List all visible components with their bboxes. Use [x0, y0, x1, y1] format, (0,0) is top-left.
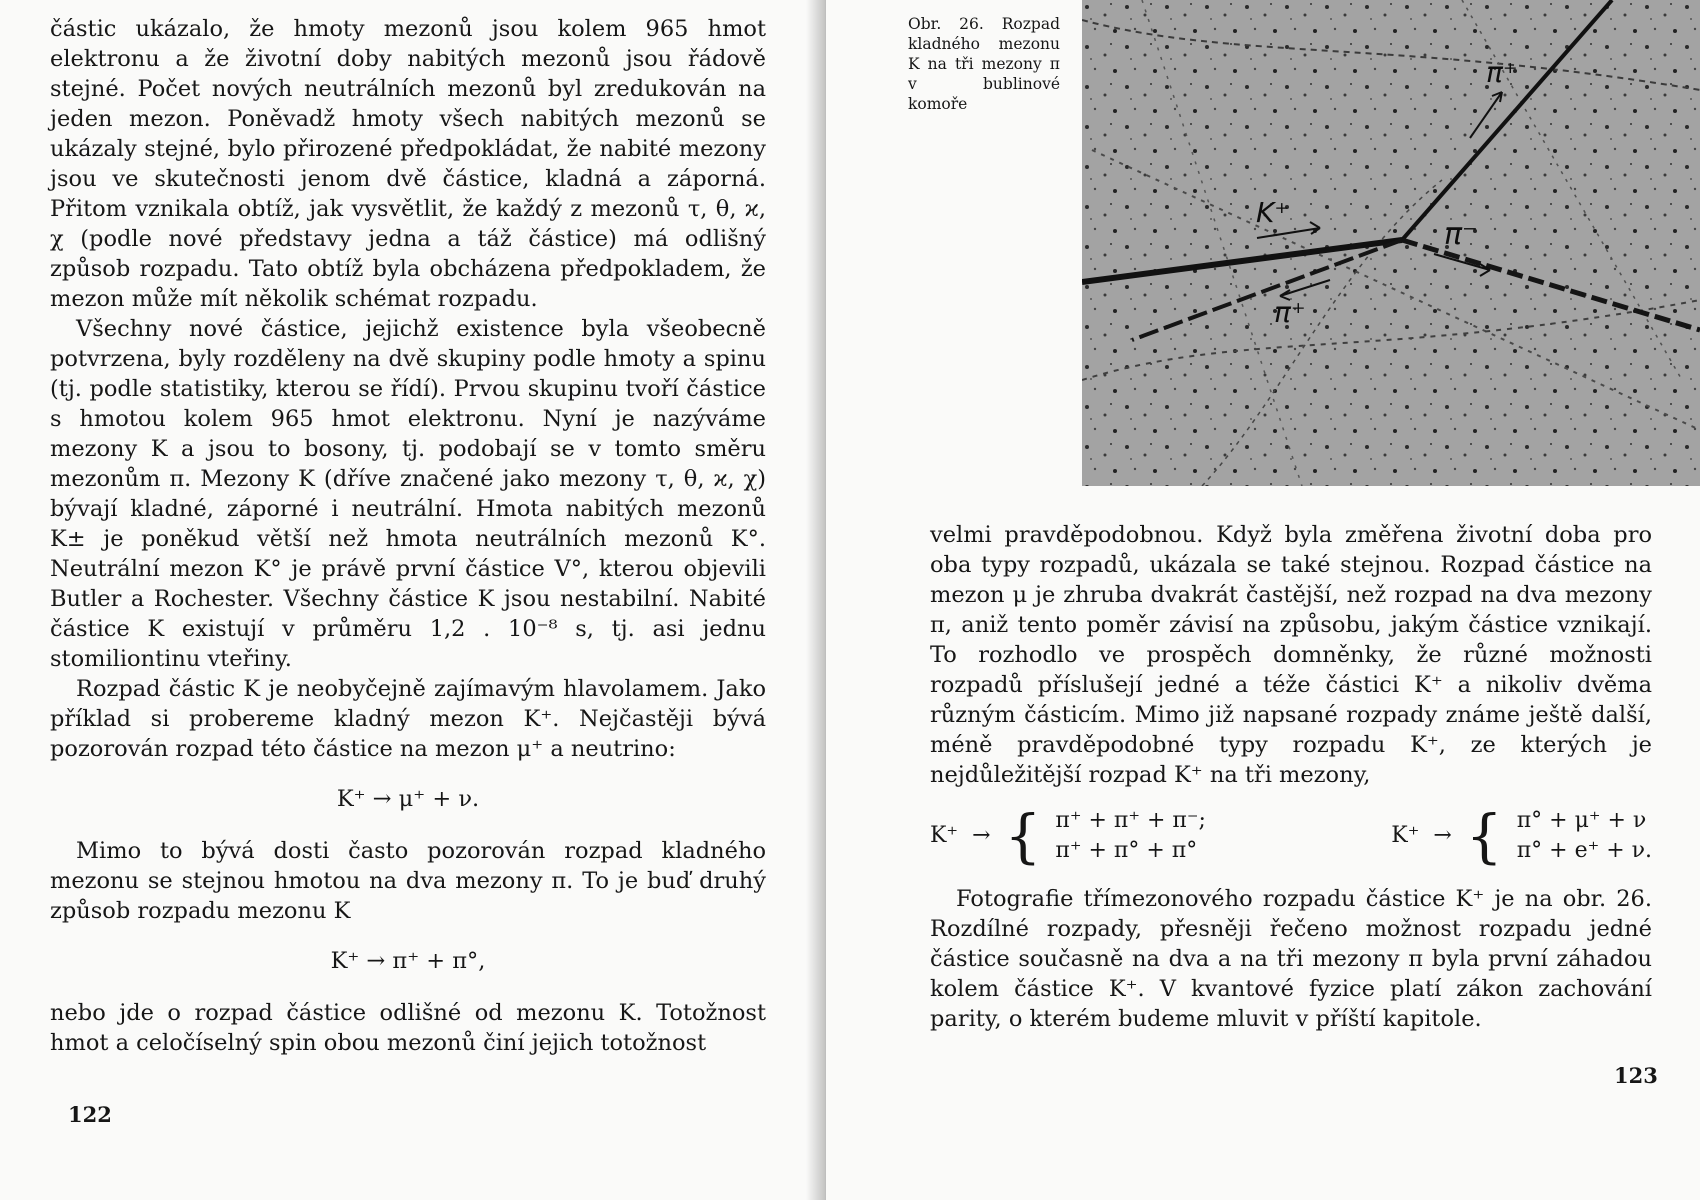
right-text-block	[930, 520, 1652, 1034]
page-number-left: 122	[68, 1102, 112, 1127]
decay-arrow: →	[972, 823, 991, 848]
three-meson-decay-formulas	[930, 802, 1652, 870]
figure-caption: Obr. 26. Rozpad kladného mezonu K na tři mezony π v bublinové komoře	[908, 15, 1060, 113]
decay-arrow: →	[1433, 823, 1452, 848]
paragraph: velmi pravděpodobnou. Když byla změřena životní doba pro oba typy rozpadů, ukázala se také stejnou. Rozpad částice na mezon μ je zhruba dvakrát častější, než rozpad na dva mezony π, aniž tento poměr závisí na způsobu, jakým částice vznikají. To rozhodlo ve prospěch domněnky, že různé možnosti rozpadů příslušejí jedné a téže částici K⁺ a nikoliv dvěma různým částicím. Mimo již napsané rozpady známe ještě další, méně pravděpodobné typy rozpadu K⁺, ze kterých je nejdůležitější rozpad K⁺ na tři mezony,	[930, 522, 1652, 788]
decay-cases	[1055, 806, 1205, 866]
left-text-block	[50, 14, 766, 1058]
page-number-right: 123	[1614, 1063, 1658, 1088]
photo-label-k-plus: K⁺	[1256, 196, 1290, 229]
decay-case	[1517, 836, 1652, 866]
left-page	[0, 0, 826, 1200]
paragraph: Fotografie třímezonového rozpadu částice K⁺ je na obr. 26. Rozdílné rozpady, přesněji řečeno možnost rozpadu jedné částice současně na dva a na tři mezony π byla první záhadou kolem částice K⁺. V kvantové fyzice platí zákon zachování parity, o kterém budeme mluvit v příští kapitole.	[930, 886, 1652, 1032]
decay-cases	[1517, 806, 1652, 866]
brace-glyph: {	[1465, 802, 1503, 870]
photo-label-pi-minus: π⁻	[1444, 217, 1478, 252]
decay-case: π⁺ + π° + π°	[1055, 838, 1198, 863]
decay-scheme-leptons	[1391, 802, 1652, 870]
decay-lhs: K⁺	[1391, 823, 1420, 848]
decay-scheme-pions	[930, 802, 1206, 870]
paragraph: Rozpad částic K je neobyčejně zajímavým hlavolamem. Jako příklad si probereme kladný mezon K⁺. Nejčastěji bývá pozorován rozpad této částice na mezon μ⁺ a neutrino:	[50, 676, 766, 762]
decay-lhs: K⁺	[930, 823, 959, 848]
decay-end: .	[1645, 838, 1652, 863]
decay-separator: ;	[1198, 808, 1206, 833]
bubble-chamber-tracks	[1082, 0, 1700, 486]
decay-case-text: π° + e⁺ + ν	[1516, 838, 1645, 863]
photo-label-pi-plus-bottom: π⁺	[1274, 296, 1306, 329]
photo-label-pi-plus-top: π⁺	[1486, 56, 1518, 89]
decay-case-text: π⁺ + π⁺ + π⁻	[1055, 808, 1199, 833]
decay-formula-two-pi: K⁺ → π⁺ + π°,	[330, 948, 486, 974]
right-page	[826, 0, 1700, 1200]
paragraph: Mimo to bývá dosti často pozorován rozpad kladného mezonu se stejnou hmotou na dva mezony π. To je buď druhý způsob rozpadu mezonu K	[50, 838, 766, 924]
paragraph: částic ukázalo, že hmoty mezonů jsou kolem 965 hmot elektronu a že životní doby nabitých mezonů jsou řádově stejné. Počet nových neutrálních mezonů byl zredukován na jeden mezon. Poněvadž hmoty všech nabitých mezonů se ukázaly stejné, bylo přirozené předpokládat, že nabité mezony jsou ve skutečnosti jenom dvě částice, kladná a záporná. Přitom vznikala obtíž, jak vysvětlit, že každý z mezonů τ, θ, ϰ, χ (podle nové představy jedna a táž částice) má odlišný způsob rozpadu. Tato obtíž byla obcházena předpokladem, že mezon může mít několik schémat rozpadu.	[50, 16, 766, 312]
brace-glyph: {	[1004, 802, 1042, 870]
bubble-chamber-photo	[1082, 0, 1700, 486]
decay-case	[1055, 806, 1205, 836]
decay-case: π° + μ⁺ + ν	[1516, 808, 1647, 833]
paragraph: nebo jde o rozpad částice odlišné od mezonu K. Totožnost hmot a celočíselný spin obou mezonů činí jejich totožnost	[50, 1000, 766, 1056]
decay-formula-mu: K⁺ → μ⁺ + ν.	[336, 786, 480, 812]
paragraph: Všechny nové částice, jejichž existence byla všeobecně potvrzena, byly rozděleny na dvě skupiny podle hmoty a spinu (tj. podle statistiky, kterou se řídí). Prvou skupinu tvoří částice s hmotou kolem 965 hmot elektronu. Nyní je nazýváme mezony K a jsou to bosony, tj. podobají se v tomto směru mezonům π. Mezony K (dříve značené jako mezony τ, θ, ϰ, χ) bývají kladné, záporné i neutrální. Hmota nabitých mezonů K± je poněkud větší než hmota neutrálních mezonů K°. Neutrální mezon K° je právě první částice V°, kterou objevili Butler a Rochester. Všechny částice K jsou nestabilní. Nabité částice K existují v průměru 1,2 . 10⁻⁸ s, tj. asi jednu stomiliontinu vteřiny.	[50, 316, 766, 672]
